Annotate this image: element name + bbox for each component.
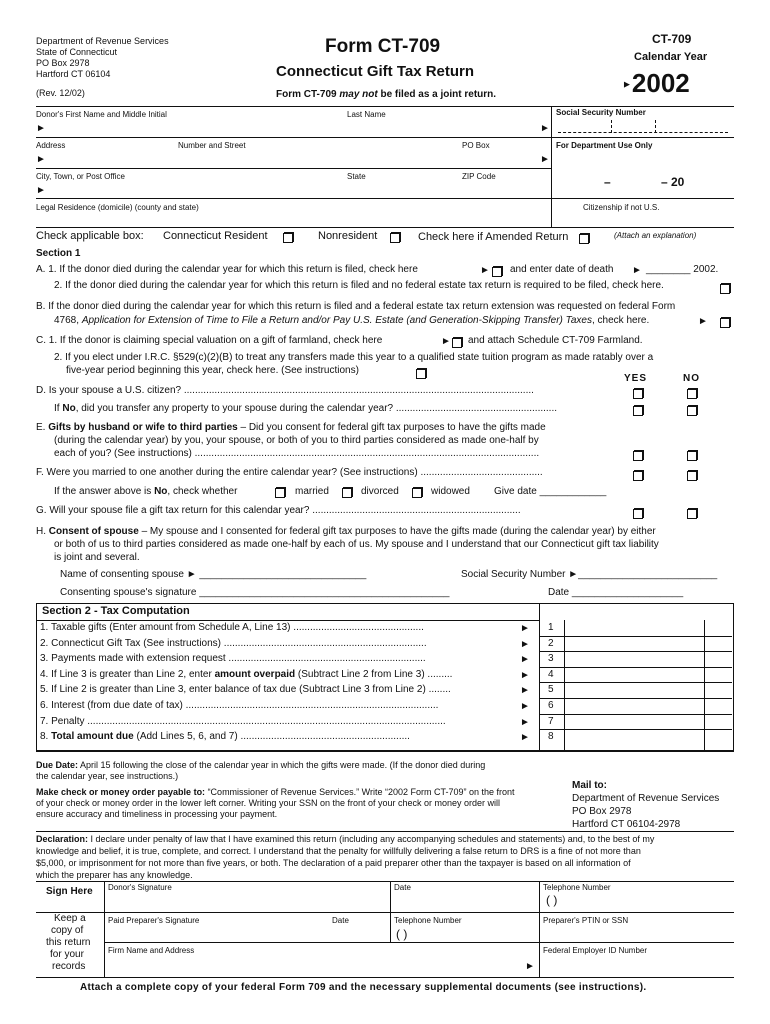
tax-line-bold: amount overpaid [214,669,296,680]
keep-copy-line-5: records [52,961,86,972]
mail-line-2: PO Box 2978 [572,806,632,817]
tax-line-cents-field[interactable] [705,667,731,682]
form-title: Form CT-709 [325,36,441,57]
fein-field[interactable]: Federal Employer ID Number [543,946,648,955]
g-yes-checkbox[interactable] [633,509,643,519]
f-no-checkbox[interactable] [687,471,697,481]
line-e3-text: each of you? (See instructions) ............................................................................................................................ [54,448,540,459]
resident-checkbox[interactable] [283,233,293,243]
b-arrow-icon: ► [698,316,708,327]
agency-line-3: PO Box 2978 [36,58,90,68]
tax-line-label: 6. Interest (from due date of tax) ........................................................................................... [40,700,439,711]
yes-header: YES [624,373,648,384]
b2-form: 4768, [54,315,82,326]
street-label: Number and Street [178,141,246,150]
h1-letter: H. [36,526,49,537]
mail-line-1: Department of Revenue Services [572,793,720,804]
tax-line-amount-field[interactable] [565,667,703,682]
declaration-line-3: $5,000, or imprisonment for not more than five years, or both. The declaration of a paid preparer other than the taxpayer is based on all information of [36,858,631,868]
f2-rest: , check whether [167,486,238,497]
e1-letter: E. [36,422,49,433]
consenting-spouse-signature-field[interactable]: Consenting spouse's signature _____________________________________________ [60,587,450,598]
po-box-arrow-icon: ► [540,154,550,165]
declaration-text-1: I declare under penalty of law that I have examined this return (including any accompanying schedules and statements) and, to the best of my [88,834,655,844]
due-line-1: April 15 following the close of the calendar year in which the gifts were made. (If the donor died during [78,760,486,770]
married-label: married [295,486,329,497]
b-checkbox[interactable] [720,318,730,328]
b2-check: , check here. [591,315,650,326]
tax-line-amount-field[interactable] [565,714,703,729]
e-yes-checkbox[interactable] [633,451,643,461]
form-subtitle: Connecticut Gift Tax Return [276,63,475,80]
line-h1-text [36,526,656,537]
calendar-year-label: Calendar Year [634,51,708,63]
tax-line-cents-field[interactable] [705,682,731,697]
payable-text-3: ensure accuracy and timeliness in processing your payment. [36,809,278,819]
amended-checkbox[interactable] [579,234,589,244]
d2-if: If [54,403,63,414]
tax-line-arrow-icon: ► [520,639,530,650]
tax-line-label: 5. If Line 2 is greater than Line 3, enter balance of tax due (Subtract Line 3 from Line 2) ........ [40,684,451,695]
line-a2-text: 2. If the donor died during the calendar year for which this return is filed and no federal estate tax return is required to be filed, check here. [54,280,664,291]
c2-checkbox[interactable] [416,369,426,379]
c1-checkbox[interactable] [452,338,462,348]
tax-line-number: 3 [548,653,554,664]
ssn-input[interactable] [556,120,732,134]
line-e1-text [36,422,546,433]
keep-copy-line-3: this return [46,937,91,948]
tax-line-text [40,700,510,711]
line-e2-text: (during the calendar year) by you, your spouse, or both of you to third parties considered as made one-half by [54,435,539,446]
city-arrow-icon: ► [36,185,46,196]
tax-line-number: 4 [548,669,554,680]
tax-line-number: 2 [548,638,554,649]
h1-bold: Consent of spouse [48,526,139,537]
agency-line-1: Department of Revenue Services [36,36,169,46]
keep-copy-line-1: Keep a [54,913,86,924]
line-b2-text [54,315,649,326]
tax-line-bold: Total amount due [51,731,134,742]
tax-line-number: 8 [548,731,554,742]
tax-line-amount-field[interactable] [565,636,703,651]
consenting-spouse-name-field[interactable]: Name of consenting spouse ► ______________________________ [60,569,367,580]
joint-return-note [276,89,496,100]
line-f2-text [54,486,237,497]
telephone-field[interactable]: ( ) [546,893,558,907]
tax-line-text [40,622,510,633]
divorced-label: divorced [361,486,399,497]
tax-line-cents-field[interactable] [705,698,731,713]
d1-yes-checkbox[interactable] [633,389,643,399]
tax-line-arrow-icon: ► [520,670,530,681]
f-yes-checkbox[interactable] [633,471,643,481]
tax-line-rest: (Subtract Line 2 from Line 3) ......... [295,669,453,680]
tax-line-amount-field[interactable] [565,651,703,666]
tax-line-label: 7. Penalty ................................................................................................................................. [40,716,446,727]
line-a1-date-text: and enter date of death [510,264,614,275]
tax-line-label: 8. [40,731,52,742]
preparer-telephone-field[interactable]: ( ) [396,927,408,941]
tax-line-cents-field[interactable] [705,620,731,635]
pay-label: Make check or money order payable to: [36,787,206,797]
resident-label: Connecticut Resident [163,230,268,242]
tax-line-arrow-icon: ► [520,623,530,634]
tax-line-number: 1 [548,622,554,633]
g-no-checkbox[interactable] [687,509,697,519]
zip-label: ZIP Code [462,172,496,181]
check-applicable-label: Check applicable box: [36,230,144,242]
tax-line-number: 5 [548,684,554,695]
tax-line-text [40,653,510,664]
joint-suffix: be filed as a joint return. [377,89,497,100]
e-no-checkbox[interactable] [687,451,697,461]
declaration-line-2: knowledge and belief, it is true, complete, and correct. I understand that the penalty for willfully delivering a false return to DRS is a fine of not more than [36,846,641,856]
mail-to-label: Mail to: [572,780,607,791]
tax-line-text [40,638,510,649]
line-c2-text: 2. If you elect under I.R.C. §529(c)(2)(B) to treat any transfers made this year to a qualified state tuition program as made ratably over a [54,352,654,363]
line-h2-text: or both of us to third parties considered as made one-half by each of us. My spouse and I understand that our Connecticut gift tax liability [54,539,659,550]
tax-line-cents-field[interactable] [705,636,731,651]
sign-here-label: Sign Here [46,886,93,897]
tax-year [622,68,690,99]
address-arrow-icon: ► [36,154,46,165]
amended-label: Check here if Amended Return [418,231,569,243]
tax-line-amount-field[interactable] [565,698,703,713]
tax-line-rest: (Add Lines 5, 6, and 7) ............................................................. [133,731,410,742]
married-checkbox[interactable] [275,488,285,498]
b2-form-title: Application for Extension of Time to File a Return and/or Pay U.S. Estate (and Generation-Skipping Transfer) Taxes [81,315,592,326]
a2-checkbox[interactable] [720,284,730,294]
widowed-label: widowed [431,486,470,497]
footer-note: Attach a complete copy of your federal Form 709 and the necessary supplemental documents (see instructions). [80,982,647,993]
nonresident-checkbox[interactable] [390,233,400,243]
agency-line-2: State of Connecticut [36,47,118,57]
death-date-field[interactable]: ________ 2002. [646,264,719,275]
line-d1-text: D. Is your spouse a U.S. citizen? .............................................................................................................................. [36,385,534,396]
divorced-checkbox[interactable] [342,488,352,498]
form-code: CT-709 [652,32,692,46]
h1-rest: – My spouse and I consented for federal gift tax purposes to have the gifts made (during the calendar year) by either [138,526,656,537]
donor-signature-field[interactable]: Donor's Signature [108,883,172,892]
nonresident-label: Nonresident [318,230,378,242]
section1-title: Section 1 [36,248,81,259]
declaration-line-1 [36,834,654,844]
joint-em: may not [339,89,378,100]
declaration-line-4: which the preparer has any knowledge. [36,870,193,880]
line-c2-text-2: five-year period beginning this year, check here. (See instructions) [66,365,359,376]
first-name-label: Donor's First Name and Middle Initial [36,110,167,119]
tax-line-amount-field[interactable] [565,682,703,697]
tax-year-value: 2002 [631,68,690,98]
declaration-label: Declaration: [36,834,89,844]
no-header: NO [683,373,700,384]
line-c1-text: C. 1. If the donor is claiming special valuation on a gift of farmland, check here [36,335,383,346]
e1-rest: – Did you consent for federal gift tax purposes to have the gifts made [237,422,546,433]
telephone-label: Telephone Number [543,883,611,892]
last-name-label: Last Name [347,110,386,119]
due-date-text-2: the calendar year, see instructions.) [36,771,179,781]
dept-use-label: For Department Use Only [556,141,653,150]
first-name-arrow-icon: ► [36,123,46,134]
state-label: State [347,172,366,181]
tax-line-label: 2. Connecticut Gift Tax (See instructions) ......................................................................... [40,638,427,649]
mail-line-3: Hartford CT 06104-2978 [572,819,681,830]
tax-line-text [40,716,510,727]
a1-checkbox[interactable] [492,267,502,277]
dept-dash: – [604,175,611,189]
tax-line-arrow-icon: ► [520,654,530,665]
due-label: Due Date: [36,760,79,770]
year-arrow-icon: ► [622,79,632,91]
keep-copy-line-4: for your [50,949,84,960]
widowed-checkbox[interactable] [412,488,422,498]
po-box-label: PO Box [462,141,490,150]
agency-line-4: Hartford CT 06104 [36,69,111,79]
tax-line-arrow-icon: ► [520,717,530,728]
tax-line-arrow-icon: ► [520,732,530,743]
line-d2-text [54,403,626,414]
line-h3-text: is joint and several. [54,552,140,563]
legal-residence-label: Legal Residence (domicile) (county and state) [36,203,199,212]
tax-line-text [40,669,510,680]
tax-line-amount-field[interactable] [565,729,703,744]
e1-bold: Gifts by husband or wife to third parties [48,422,238,433]
tax-line-arrow-icon: ► [520,685,530,696]
preparer-date-field[interactable]: Date [332,916,349,925]
tax-line-label: 4. If Line 3 is greater than Line 2, enter [40,669,215,680]
tax-line-cents-field[interactable] [705,714,731,729]
tax-line-text [40,731,510,742]
give-date-field[interactable]: Give date ____________ [494,486,607,497]
revision-date: (Rev. 12/02) [36,88,85,98]
tax-line-label: 1. Taxable gifts (Enter amount from Schedule A, Line 13) ............................................... [40,622,424,633]
payable-text-2: of your check or money order in the lower left corner. Writing your SSN on the front of your check or money order will [36,798,501,808]
line-c1-attach-text: and attach Schedule CT-709 Farmland. [468,335,643,346]
d2-yes-checkbox[interactable] [633,406,643,416]
firm-arrow-icon: ► [525,961,535,972]
tax-line-number: 6 [548,700,554,711]
last-name-arrow-icon: ► [540,123,550,134]
payable-text-1 [36,787,515,797]
address-label: Address [36,141,66,150]
section2-title: Section 2 - Tax Computation [42,605,190,617]
keep-copy-line-2: copy of [51,925,84,936]
attach-explanation-note: (Attach an explanation) [614,231,697,240]
ssn-label: Social Security Number [556,108,646,117]
pay-line-1: “Commissioner of Revenue Services.” Write “2002 Form CT-709” on the front [205,787,515,797]
line-f1-text: F. Were you married to one another during the entire calendar year? (See instructions) ............................................ [36,467,543,478]
joint-prefix: Form CT-709 [276,89,340,100]
d2-rest: , did you transfer any property to your spouse during the calendar year? .......................................................... [75,403,558,414]
consent-date-field[interactable]: Date ____________________ [548,587,684,598]
a1-date-arrow-icon: ► [632,265,642,276]
due-date-text-1 [36,760,485,770]
f2-lead: If the answer above is [54,486,155,497]
f2-no: No [154,486,168,497]
a1-arrow-icon: ► [480,265,490,276]
ptin-field[interactable]: Preparer's PTIN or SSN [543,916,629,925]
d2-no-checkbox[interactable] [687,406,697,416]
tax-line-arrow-icon: ► [520,701,530,712]
preparer-signature-field[interactable]: Paid Preparer's Signature [108,916,200,925]
line-a1-text: A. 1. If the donor died during the calendar year for which this return is filed, check here [36,264,418,275]
citizenship-label: Citizenship if not U.S. [583,203,660,212]
dept-twenty: – 20 [661,175,685,189]
tax-line-amount-field[interactable] [565,620,703,635]
preparer-telephone-label: Telephone Number [394,916,462,925]
tax-line-cents-field[interactable] [705,651,731,666]
tax-line-label: 3. Payments made with extension request ....................................................................... [40,653,426,664]
consenting-spouse-ssn-field[interactable]: Social Security Number ►_________________________ [461,569,718,580]
city-label: City, Town, or Post Office [36,172,125,181]
line-g-text: G. Will your spouse file a gift tax return for this calendar year? ........................................................................... [36,505,521,516]
line-b1-text: B. If the donor died during the calendar year for which this return is filed and a federal estate tax return extension was requested on federal Form [36,301,676,312]
firm-name-field[interactable]: Firm Name and Address [108,946,195,955]
d1-no-checkbox[interactable] [687,389,697,399]
tax-line-number: 7 [548,716,554,727]
sign-date-field[interactable]: Date [394,883,411,892]
c1-arrow-icon: ► [441,336,451,347]
tax-line-text [40,684,510,695]
tax-line-cents-field[interactable] [705,729,731,744]
d2-no: No [62,403,76,414]
